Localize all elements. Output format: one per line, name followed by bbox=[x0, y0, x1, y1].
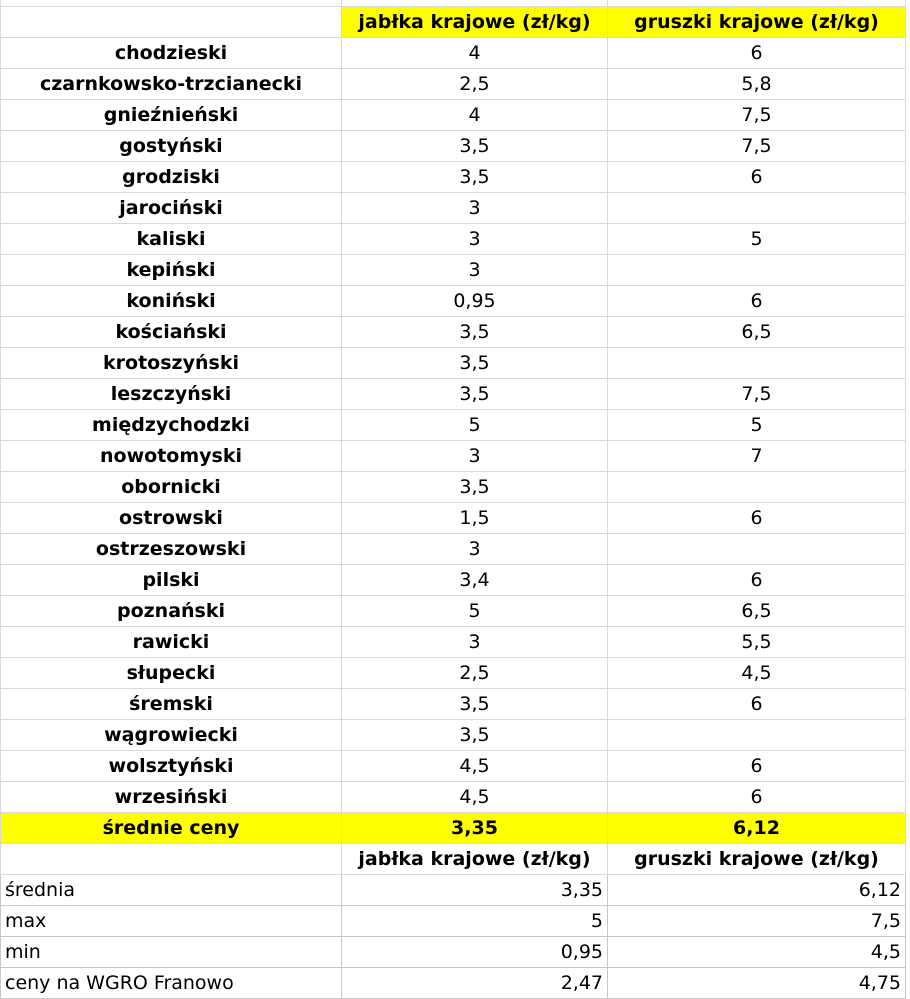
apples-price-cell[interactable]: 5 bbox=[342, 409, 608, 440]
pears-price-cell[interactable]: 6 bbox=[608, 564, 906, 595]
apples-price-cell[interactable]: 3 bbox=[342, 254, 608, 285]
table-row bbox=[1, 378, 906, 409]
stats-label-cell[interactable]: max bbox=[1, 905, 342, 936]
stats-header-blank-cell[interactable] bbox=[1, 843, 342, 874]
county-name-cell[interactable]: chodzieski bbox=[1, 37, 342, 68]
table-row bbox=[1, 254, 906, 285]
county-name-cell[interactable]: obornicki bbox=[1, 471, 342, 502]
apples-price-cell[interactable]: 3,5 bbox=[342, 378, 608, 409]
stats-pears-cell[interactable]: 6,12 bbox=[608, 874, 906, 905]
table-row bbox=[1, 99, 906, 130]
county-name-cell[interactable]: czarnkowsko-trzcianecki bbox=[1, 68, 342, 99]
pears-price-cell[interactable]: 4,5 bbox=[608, 657, 906, 688]
apples-price-cell[interactable]: 4 bbox=[342, 37, 608, 68]
table-row bbox=[1, 626, 906, 657]
apples-price-cell[interactable]: 2,5 bbox=[342, 68, 608, 99]
header-pears-cell[interactable]: gruszki krajowe (zł/kg) bbox=[608, 6, 906, 37]
pears-price-cell[interactable] bbox=[608, 719, 906, 750]
pears-price-cell[interactable]: 5,8 bbox=[608, 68, 906, 99]
county-name-cell[interactable]: ostrzeszowski bbox=[1, 533, 342, 564]
table-row bbox=[1, 688, 906, 719]
pears-price-cell[interactable]: 6 bbox=[608, 285, 906, 316]
header-apples-cell[interactable]: jabłka krajowe (zł/kg) bbox=[342, 6, 608, 37]
table-row bbox=[1, 595, 906, 626]
county-name-cell[interactable]: jarociński bbox=[1, 192, 342, 223]
table-row bbox=[1, 37, 906, 68]
stats-label-cell[interactable]: średnia bbox=[1, 874, 342, 905]
apples-price-cell[interactable]: 4,5 bbox=[342, 750, 608, 781]
county-name-cell[interactable]: kościański bbox=[1, 316, 342, 347]
pears-price-cell[interactable]: 6,5 bbox=[608, 316, 906, 347]
apples-price-cell[interactable]: 3 bbox=[342, 440, 608, 471]
county-name-cell[interactable]: słupecki bbox=[1, 657, 342, 688]
stats-apples-cell[interactable]: 5 bbox=[342, 905, 608, 936]
average-apples-cell[interactable]: 3,35 bbox=[342, 812, 608, 843]
table-row bbox=[1, 657, 906, 688]
stats-apples-cell[interactable]: 2,47 bbox=[342, 967, 608, 998]
stats-row bbox=[1, 905, 906, 936]
pears-price-cell[interactable] bbox=[608, 347, 906, 378]
table-row bbox=[1, 781, 906, 812]
county-name-cell[interactable]: kaliski bbox=[1, 223, 342, 254]
table-row bbox=[1, 471, 906, 502]
county-name-cell[interactable]: gnieźnieński bbox=[1, 99, 342, 130]
apples-price-cell[interactable]: 2,5 bbox=[342, 657, 608, 688]
pears-price-cell[interactable]: 6 bbox=[608, 688, 906, 719]
county-name-cell[interactable]: nowotomyski bbox=[1, 440, 342, 471]
pears-price-cell[interactable]: 6 bbox=[608, 502, 906, 533]
stats-header-pears-cell[interactable]: gruszki krajowe (zł/kg) bbox=[608, 843, 906, 874]
apples-price-cell[interactable]: 3 bbox=[342, 223, 608, 254]
county-name-cell[interactable]: śremski bbox=[1, 688, 342, 719]
county-name-cell[interactable]: gostyński bbox=[1, 130, 342, 161]
county-name-cell[interactable]: leszczyński bbox=[1, 378, 342, 409]
apples-price-cell[interactable]: 0,95 bbox=[342, 285, 608, 316]
table-row bbox=[1, 502, 906, 533]
table-row bbox=[1, 130, 906, 161]
pears-price-cell[interactable] bbox=[608, 471, 906, 502]
table-row bbox=[1, 316, 906, 347]
pears-price-cell[interactable]: 5 bbox=[608, 223, 906, 254]
header-blank-cell[interactable] bbox=[1, 6, 342, 37]
stats-apples-cell[interactable]: 3,35 bbox=[342, 874, 608, 905]
county-name-cell[interactable]: koniński bbox=[1, 285, 342, 316]
table-row bbox=[1, 564, 906, 595]
table-row bbox=[1, 192, 906, 223]
pears-price-cell[interactable]: 6 bbox=[608, 750, 906, 781]
average-row bbox=[1, 812, 906, 843]
table-row bbox=[1, 719, 906, 750]
apples-price-cell[interactable]: 3,5 bbox=[342, 688, 608, 719]
pears-price-cell[interactable]: 5,5 bbox=[608, 626, 906, 657]
county-name-cell[interactable]: wągrowiecki bbox=[1, 719, 342, 750]
apples-price-cell[interactable]: 4 bbox=[342, 99, 608, 130]
table-row bbox=[1, 68, 906, 99]
apples-price-cell[interactable]: 3,5 bbox=[342, 347, 608, 378]
county-name-cell[interactable]: ostrowski bbox=[1, 502, 342, 533]
pears-price-cell[interactable] bbox=[608, 192, 906, 223]
apples-price-cell[interactable]: 3,5 bbox=[342, 471, 608, 502]
pears-price-cell[interactable] bbox=[608, 533, 906, 564]
stats-pears-cell[interactable]: 4,5 bbox=[608, 936, 906, 967]
stats-pears-cell[interactable]: 4,75 bbox=[608, 967, 906, 998]
pears-price-cell[interactable]: 6 bbox=[608, 781, 906, 812]
apples-price-cell[interactable]: 3 bbox=[342, 192, 608, 223]
county-name-cell[interactable]: wolsztyński bbox=[1, 750, 342, 781]
stats-header-apples-cell[interactable]: jabłka krajowe (zł/kg) bbox=[342, 843, 608, 874]
stats-label-cell[interactable]: min bbox=[1, 936, 342, 967]
county-name-cell[interactable]: wrzesiński bbox=[1, 781, 342, 812]
stats-row bbox=[1, 967, 906, 998]
pears-price-cell[interactable]: 6 bbox=[608, 37, 906, 68]
average-label-cell[interactable]: średnie ceny bbox=[1, 812, 342, 843]
table-row bbox=[1, 750, 906, 781]
pears-price-cell[interactable]: 7,5 bbox=[608, 378, 906, 409]
stats-row bbox=[1, 874, 906, 905]
pears-price-cell[interactable]: 7 bbox=[608, 440, 906, 471]
pears-price-cell[interactable]: 6,5 bbox=[608, 595, 906, 626]
pears-price-cell[interactable]: 6 bbox=[608, 161, 906, 192]
table-row bbox=[1, 223, 906, 254]
county-name-cell[interactable]: kepiński bbox=[1, 254, 342, 285]
apples-price-cell[interactable]: 4,5 bbox=[342, 781, 608, 812]
county-name-cell[interactable]: poznański bbox=[1, 595, 342, 626]
apples-price-cell[interactable]: 3,5 bbox=[342, 130, 608, 161]
table-row bbox=[1, 347, 906, 378]
county-name-cell[interactable]: krotoszyński bbox=[1, 347, 342, 378]
county-name-cell[interactable]: grodziski bbox=[1, 161, 342, 192]
apples-price-cell[interactable]: 3,5 bbox=[342, 719, 608, 750]
stats-header-row bbox=[1, 843, 906, 874]
average-pears-cell[interactable]: 6,12 bbox=[608, 812, 906, 843]
pears-price-cell[interactable] bbox=[608, 254, 906, 285]
apples-price-cell[interactable]: 1,5 bbox=[342, 502, 608, 533]
table-row bbox=[1, 161, 906, 192]
apples-price-cell[interactable]: 3,5 bbox=[342, 161, 608, 192]
apples-price-cell[interactable]: 3,4 bbox=[342, 564, 608, 595]
table-row bbox=[1, 440, 906, 471]
stats-pears-cell[interactable]: 7,5 bbox=[608, 905, 906, 936]
pears-price-cell[interactable]: 7,5 bbox=[608, 130, 906, 161]
county-name-cell[interactable]: pilski bbox=[1, 564, 342, 595]
table-row bbox=[1, 409, 906, 440]
stats-apples-cell[interactable]: 0,95 bbox=[342, 936, 608, 967]
table-row bbox=[1, 533, 906, 564]
apples-price-cell[interactable]: 3 bbox=[342, 626, 608, 657]
apples-price-cell[interactable]: 5 bbox=[342, 595, 608, 626]
apples-price-cell[interactable]: 3,5 bbox=[342, 316, 608, 347]
county-name-cell[interactable]: rawicki bbox=[1, 626, 342, 657]
pears-price-cell[interactable]: 7,5 bbox=[608, 99, 906, 130]
header-row bbox=[1, 6, 906, 37]
pears-price-cell[interactable]: 5 bbox=[608, 409, 906, 440]
county-name-cell[interactable]: międzychodzki bbox=[1, 409, 342, 440]
apples-price-cell[interactable]: 3 bbox=[342, 533, 608, 564]
stats-row bbox=[1, 936, 906, 967]
stats-label-cell[interactable]: ceny na WGRO Franowo bbox=[1, 967, 342, 998]
table-row bbox=[1, 285, 906, 316]
